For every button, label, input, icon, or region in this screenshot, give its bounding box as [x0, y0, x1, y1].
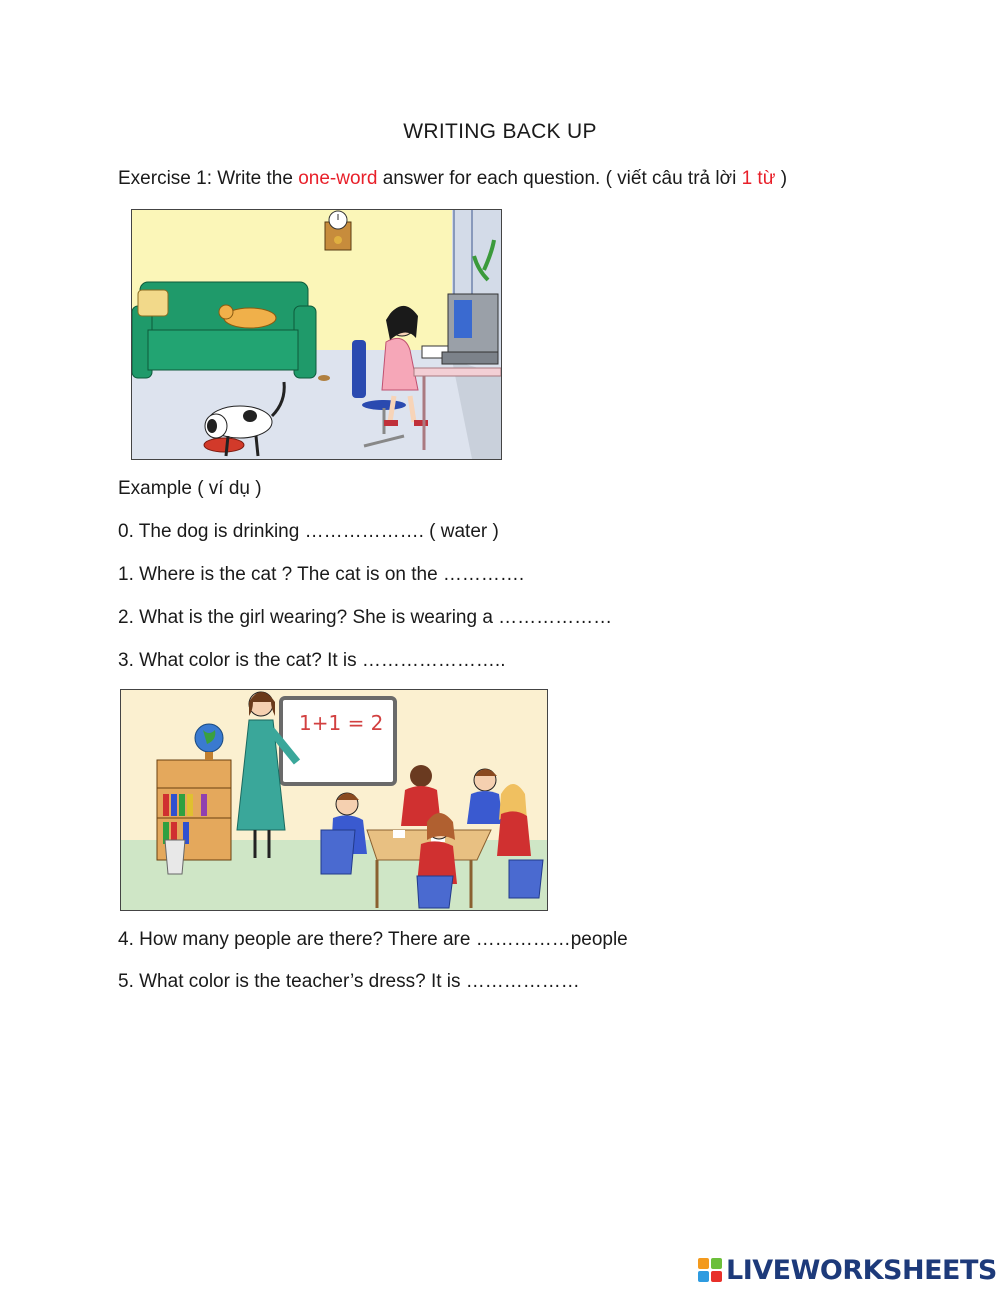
question-0: 0. The dog is drinking ………………. ( water )	[118, 521, 499, 542]
exercise-1-instruction: Exercise 1: Write the one-word answer for each question. ( viết câu trả lời 1 từ )	[118, 168, 788, 189]
liveworksheets-logo[interactable]	[698, 1254, 997, 1286]
logo-square-green	[711, 1258, 722, 1269]
worksheet-title: WRITING BACK UP	[403, 120, 597, 143]
question-2: 2. What is the girl wearing? She is wearing a ………………	[118, 607, 613, 628]
classroom-illustration	[120, 689, 548, 911]
logo-text: LIVEWORKSHEETS	[726, 1254, 997, 1286]
logo-square-red	[711, 1271, 722, 1282]
logo-squares-icon	[698, 1258, 722, 1282]
instruction-highlight-one-word: one-word	[298, 168, 378, 189]
living-room-illustration	[131, 209, 502, 460]
logo-square-blue	[698, 1271, 709, 1282]
example-label: Example ( ví dụ )	[118, 478, 262, 499]
instruction-highlight-vi: 1 từ	[741, 168, 776, 189]
logo-square-orange	[698, 1258, 709, 1269]
board-equation: 1+1 = 2	[299, 711, 384, 735]
question-3: 3. What color is the cat? It is …………………..	[118, 650, 506, 671]
question-4: 4. How many people are there? There are ……………people	[118, 929, 628, 950]
question-1: 1. Where is the cat ? The cat is on the ………….	[118, 564, 525, 585]
question-5: 5. What color is the teacher’s dress? It is ………………	[118, 971, 580, 992]
